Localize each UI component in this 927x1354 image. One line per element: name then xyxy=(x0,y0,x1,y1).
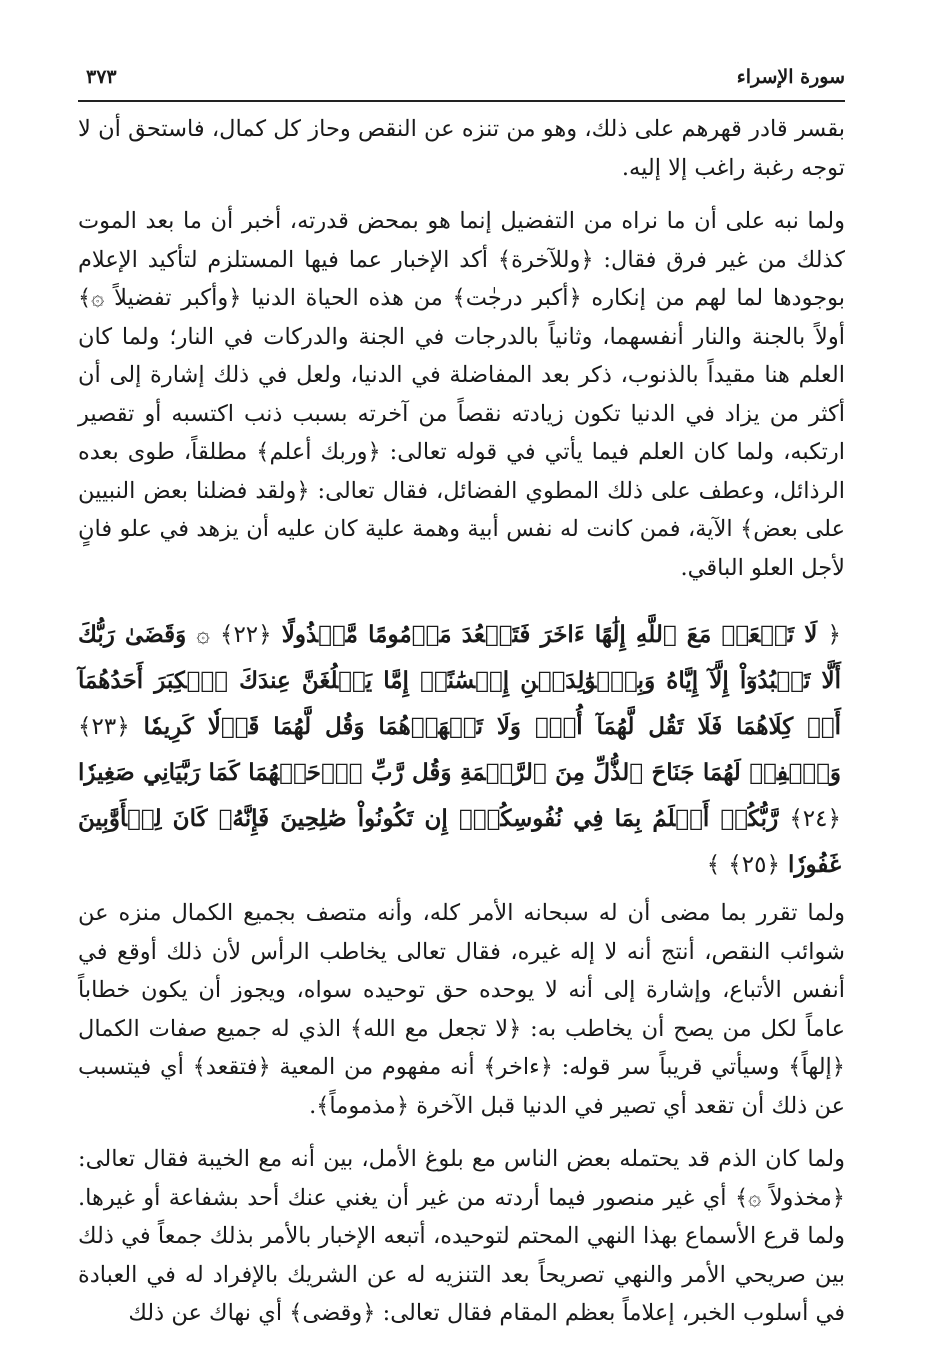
verse-25-number: ﴿٢٥﴾ xyxy=(728,852,780,878)
paragraph-3: ولما تقرر بما مضى أن له سبحانه الأمر كله، وأنه متصف بجميع الكمال منزه عن شوائب النقص، أنتج أنه لا إله غيره، فقال تعالى يخاطب الرأس لأن ذلك أوقع في أنفس الأتباع، وإشارة إلى أنه لا يوحده حق توحيده سواه، ويجوز أن يكون خطاباً عاماً لكل من يصح أن يخاطب به: ﴿لا تجعل مع الله﴾ الذي له جميع صفات الكمال ﴿إلهاً﴾ وسيأتي قريباً سر قوله: ﴿ءاخر﴾ أنه مفهوم من المعية ﴿فتقعد﴾ أي فيتسبب عن ذلك أن تقعد أي تصير في الدنيا قبل الآخرة ﴿مذموماً﴾. xyxy=(78,900,845,1119)
page xyxy=(78,60,845,1334)
paragraph-2: ولما نبه على أن ما نراه من التفضيل إنما هو بمحض قدرته، أخبر أن ما بعد الموت كذلك من غير فرق فقال: ﴿وللآخرة﴾ أكد الإخبار عما فيها المستلزم لتأكيد الإعلام بوجودها لما لهم من إنكاره ﴿أكبر درجٰت﴾ من هذه الحياة الدنيا ﴿وأكبر تفضيلاً ۞﴾ أولاً بالجنة والنار أنفسهما، وثانياً بالدرجات في الجنة والدركات في النار؛ ولما كان العلم هنا مقيداً بالذنوب، ذكر بعد المفاضلة في الدنيا، ولعل في ذلك إشارة إلى أن أكثر من يزاد في الدنيا تكون زيادته نقصاً من آخرته بسبب ذنب اكتسبه أو تقصير ارتكبه، ولما كان العلم فيما يأتي في قوله تعالى: ﴿وربك أعلم﴾ مطلقاً، طوى بعده الرذائل، وعطف على ذلك المطوي الفضائل، فقال تعالى: ﴿ولقد فضلنا بعض النبيين على بعض﴾ الآية، فمن كانت له نفس أبية وهمة علية كان عليه أن يزهد في علو فانٍ لأجل العلو الباقي. xyxy=(78,208,845,581)
verse-separator: ۞ xyxy=(196,622,210,648)
paragraph-4: ولما كان الذم قد يحتمله بعض الناس مع بلوغ الأمل، بين أنه مع الخيبة فقال تعالى: ﴿مخذولاً ۞﴾ أي غير منصور فيما أردته من غير أن يغني عنك أحد بشفاعة أو غيرها. ولما قرع الأسماع بهذا النهي المحتم لتوحيده، أتبعه الإخبار بالأمر بذلك جمعاً في ذلك بين صريحي الأمر والنهي تصريحاً بعد التنزيه له عن الشريك بالإفراد له في العبادة في أسلوب الخبر، إعلاماً بعظم المقام فقال تعالى: ﴿وقضى﴾ أي نهاك عن ذلك xyxy=(78,1146,845,1326)
verse-24-number: ﴿٢٤﴾ xyxy=(789,806,841,832)
verse-24: وَٱخۡفِضۡ لَهُمَا جَنَاحَ ٱلذُّلِّ مِنَ ٱلرَّحۡمَةِ وَقُل رَّبِّ ٱرۡحَمۡهُمَا كَمَا رَبَّيَانِي صَغِيرٗا xyxy=(78,759,841,786)
verse-23: وَقَضَىٰ رَبُّكَ أَلَّا تَعۡبُدُوٓاْ إِلَّآ إِيَّاهُ وَبِٱلۡوَٰلِدَيۡنِ إِحۡسَٰنًاۚ إِمَّا يَبۡلُغَنَّ عِندَكَ ٱلۡكِبَرَ أَحَدُهُمَآ أَوۡ كِلَاهُمَا فَلَا تَقُل لَّهُمَآ أُفّٖ وَلَا تَنۡهَرۡهُمَا وَقُل لَّهُمَا قَوۡلٗا كَرِيمٗا xyxy=(78,621,842,740)
surah-title: سورة الإسراء xyxy=(736,66,845,88)
verse-22-number: ﴿٢٢﴾ xyxy=(219,622,272,648)
page-number: ٣٧٣ xyxy=(86,66,117,88)
verse-open-ornament: ﴿ xyxy=(827,622,841,648)
verse-23-number: ﴿٢٣﴾ xyxy=(78,714,130,740)
quran-verses-block xyxy=(78,612,841,888)
verse-25: رَّبُّكُمۡ أَعۡلَمُ بِمَا فِي نُفُوسِكُمۡۚ إِن تَكُونُواْ صَٰلِحِينَ فَإِنَّهُۥ كَانَ لِلۡأَوَّٰبِينَ غَفُورٗا xyxy=(78,805,841,878)
verse-22: لَا تَجۡعَلۡ مَعَ ٱللَّهِ إِلَٰهًا ءَاخَرَ فَتَقۡعُدَ مَذۡمُومًا مَّخۡذُولًا xyxy=(281,621,818,648)
verse-close-ornament: ﴾ xyxy=(706,852,721,878)
paragraph-1: بقسر قادر قهرهم على ذلك، وهو من تنزه عن النقص وحاز كل كمال، فاستحق أن لا توجه رغبة راغب إلا إليه. xyxy=(78,116,845,181)
page-header xyxy=(78,60,845,100)
